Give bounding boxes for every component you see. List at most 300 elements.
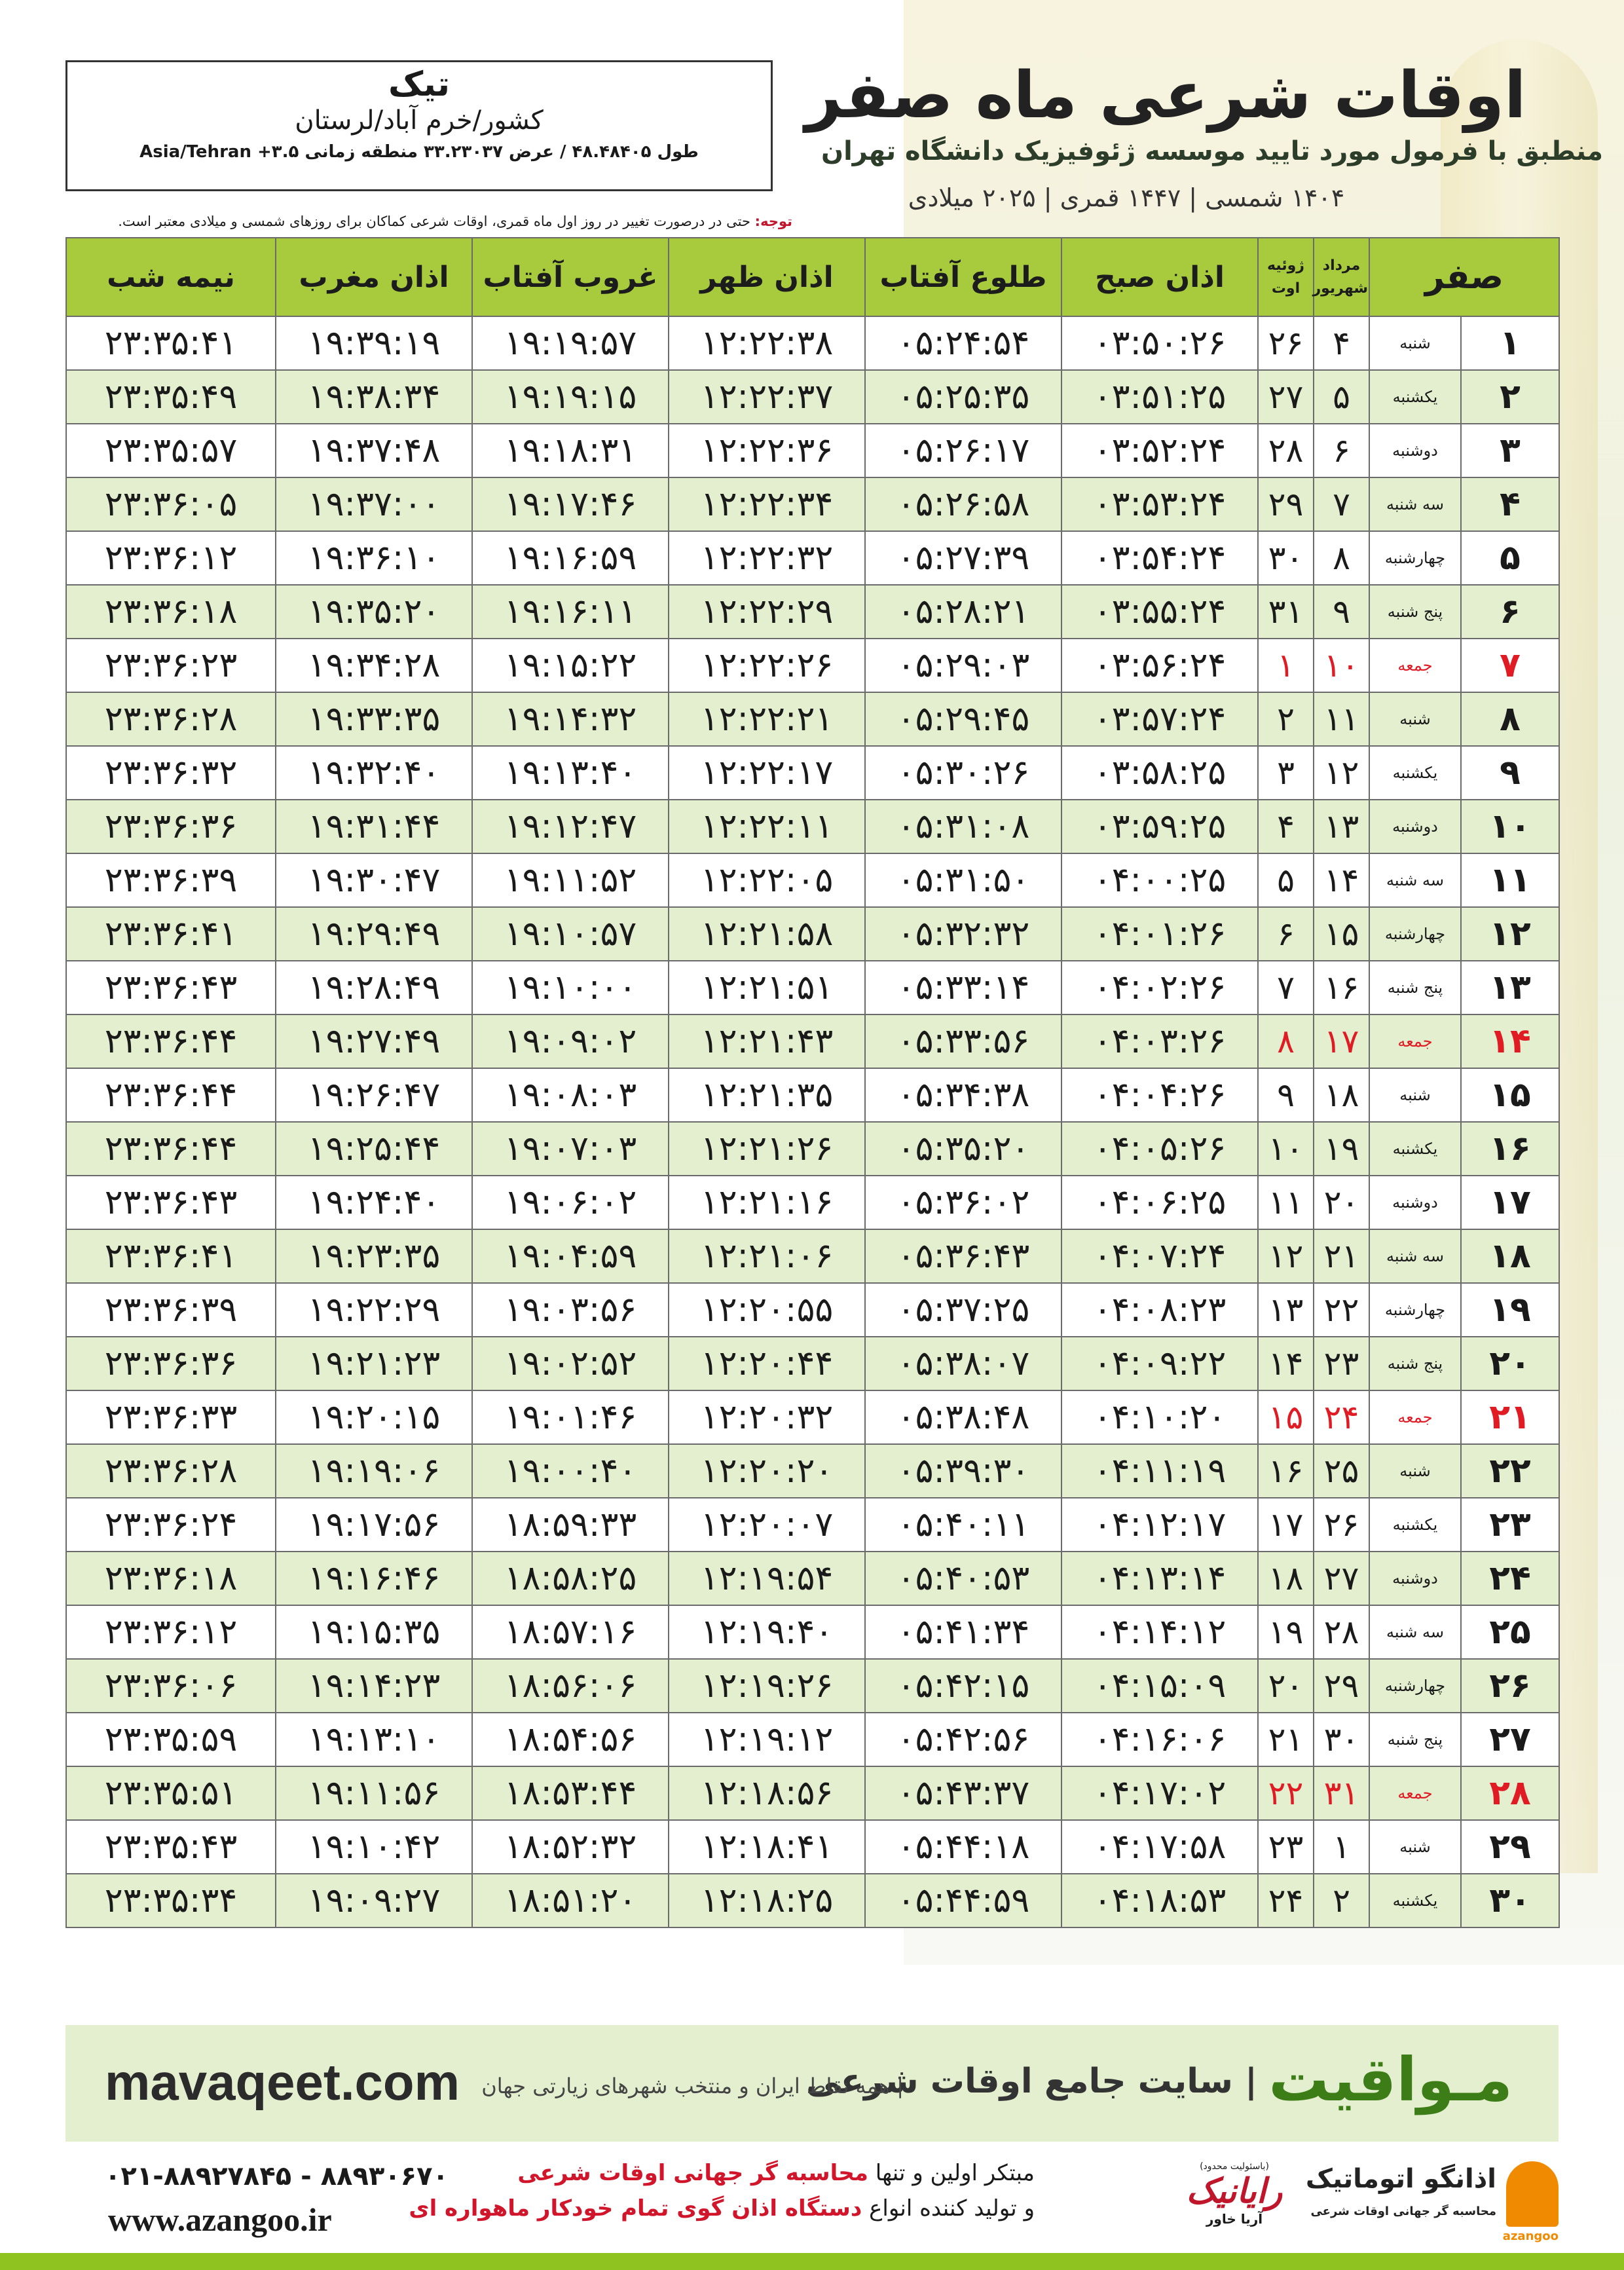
table-header-row — [66, 238, 1559, 316]
row-shamsi-date: ۲ — [1314, 1874, 1369, 1927]
row-weekday: پنج شنبه — [1369, 961, 1461, 1014]
row-midnight: ۲۳:۳۶:۳۶ — [66, 1337, 276, 1390]
row-sunset: ۱۹:۰۹:۰۲ — [472, 1014, 669, 1068]
row-fajr: ۰۳:۵۴:۲۴ — [1061, 531, 1258, 585]
row-sunset: ۱۹:۱۶:۵۹ — [472, 531, 669, 585]
header-miladi — [1258, 238, 1314, 316]
row-maghrib: ۱۹:۰۹:۲۷ — [276, 1874, 472, 1927]
row-weekday: پنج شنبه — [1369, 1713, 1461, 1766]
row-midnight: ۲۳:۳۶:۲۴ — [66, 1498, 276, 1552]
row-weekday: سه شنبه — [1369, 1605, 1461, 1659]
row-dhuhr: ۱۲:۲۲:۲۱ — [669, 692, 865, 746]
row-dhuhr: ۱۲:۲۲:۳۴ — [669, 477, 865, 531]
row-midnight: ۲۳:۳۶:۰۶ — [66, 1659, 276, 1713]
row-midnight: ۲۳:۳۶:۱۸ — [66, 585, 276, 639]
row-midnight: ۲۳:۳۵:۵۱ — [66, 1766, 276, 1820]
row-miladi-date: ۲۷ — [1258, 370, 1314, 424]
row-maghrib: ۱۹:۱۹:۰۶ — [276, 1444, 472, 1498]
row-day: ۱۸ — [1461, 1229, 1559, 1283]
row-day: ۴ — [1461, 477, 1559, 531]
row-miladi-date: ۳ — [1258, 746, 1314, 800]
minaret-icon — [1506, 2161, 1559, 2227]
site-label: | سایت جامع اوقات شرعی — [806, 2062, 1257, 2101]
row-sunset: ۱۹:۱۶:۱۱ — [472, 585, 669, 639]
row-day: ۸ — [1461, 692, 1559, 746]
table-row — [66, 1014, 1559, 1068]
row-maghrib: ۱۹:۲۹:۴۹ — [276, 907, 472, 961]
table-row — [66, 1498, 1559, 1552]
promo-line-2 — [409, 2195, 1035, 2222]
row-day: ۱۱ — [1461, 853, 1559, 907]
table-row — [66, 1337, 1559, 1390]
row-miladi-date: ۱۱ — [1258, 1176, 1314, 1229]
row-day: ۷ — [1461, 639, 1559, 692]
row-fajr: ۰۴:۱۶:۰۶ — [1061, 1713, 1258, 1766]
row-sunrise: ۰۵:۲۸:۲۱ — [865, 585, 1061, 639]
row-miladi-date: ۲۰ — [1258, 1659, 1314, 1713]
row-sunset: ۱۸:۵۷:۱۶ — [472, 1605, 669, 1659]
row-day: ۲۵ — [1461, 1605, 1559, 1659]
row-midnight: ۲۳:۳۵:۴۱ — [66, 316, 276, 370]
row-miladi-date: ۱۷ — [1258, 1498, 1314, 1552]
row-shamsi-date: ۱۲ — [1314, 746, 1369, 800]
table-row — [66, 1122, 1559, 1176]
table-row — [66, 692, 1559, 746]
row-day: ۲۲ — [1461, 1444, 1559, 1498]
page-title: اوقات شرعی ماه صفر — [805, 58, 1526, 133]
bottom-accent-bar — [0, 2253, 1624, 2270]
table-body — [66, 316, 1559, 1927]
row-dhuhr: ۱۲:۲۲:۳۸ — [669, 316, 865, 370]
row-miladi-date: ۲۸ — [1258, 424, 1314, 477]
row-day: ۲۹ — [1461, 1820, 1559, 1874]
row-dhuhr: ۱۲:۱۸:۴۱ — [669, 1820, 865, 1874]
row-shamsi-date: ۲۶ — [1314, 1498, 1369, 1552]
row-dhuhr: ۱۲:۲۰:۲۰ — [669, 1444, 865, 1498]
row-shamsi-date: ۹ — [1314, 585, 1369, 639]
mavaqeet-url[interactable]: mavaqeet.com — [105, 2053, 460, 2111]
row-weekday: چهارشنبه — [1369, 531, 1461, 585]
row-weekday: جمعه — [1369, 639, 1461, 692]
row-shamsi-date: ۱۰ — [1314, 639, 1369, 692]
row-miladi-date: ۲۳ — [1258, 1820, 1314, 1874]
row-day: ۵ — [1461, 531, 1559, 585]
row-maghrib: ۱۹:۲۷:۴۹ — [276, 1014, 472, 1068]
row-weekday: سه شنبه — [1369, 477, 1461, 531]
row-day: ۲۸ — [1461, 1766, 1559, 1820]
row-maghrib: ۱۹:۲۲:۲۹ — [276, 1283, 472, 1337]
row-dhuhr: ۱۲:۱۹:۵۴ — [669, 1552, 865, 1605]
azangoo-url[interactable]: www.azangoo.ir — [108, 2201, 332, 2238]
row-shamsi-date: ۵ — [1314, 370, 1369, 424]
row-midnight: ۲۳:۳۶:۰۵ — [66, 477, 276, 531]
header-safar: صفر — [1369, 238, 1559, 316]
row-sunrise: ۰۵:۳۳:۱۴ — [865, 961, 1061, 1014]
row-shamsi-date: ۱۶ — [1314, 961, 1369, 1014]
header-shamsi-1: مرداد — [1322, 257, 1361, 274]
row-sunrise: ۰۵:۳۹:۳۰ — [865, 1444, 1061, 1498]
row-sunset: ۱۹:۱۳:۴۰ — [472, 746, 669, 800]
row-day: ۱۹ — [1461, 1283, 1559, 1337]
table-row — [66, 1766, 1559, 1820]
row-midnight: ۲۳:۳۶:۴۱ — [66, 1229, 276, 1283]
row-sunrise: ۰۵:۴۴:۱۸ — [865, 1820, 1061, 1874]
row-shamsi-date: ۷ — [1314, 477, 1369, 531]
row-midnight: ۲۳:۳۶:۲۳ — [66, 639, 276, 692]
table-row — [66, 1659, 1559, 1713]
row-shamsi-date: ۱۱ — [1314, 692, 1369, 746]
row-miladi-date: ۱۲ — [1258, 1229, 1314, 1283]
row-fajr: ۰۳:۵۷:۲۴ — [1061, 692, 1258, 746]
row-miladi-date: ۱۸ — [1258, 1552, 1314, 1605]
row-miladi-date: ۱۰ — [1258, 1122, 1314, 1176]
row-midnight: ۲۳:۳۵:۴۳ — [66, 1820, 276, 1874]
row-dhuhr: ۱۲:۲۰:۴۴ — [669, 1337, 865, 1390]
row-sunrise: ۰۵:۴۴:۵۹ — [865, 1874, 1061, 1927]
row-shamsi-date: ۲۳ — [1314, 1337, 1369, 1390]
row-day: ۱۷ — [1461, 1176, 1559, 1229]
row-dhuhr: ۱۲:۱۸:۲۵ — [669, 1874, 865, 1927]
row-sunset: ۱۸:۵۸:۲۵ — [472, 1552, 669, 1605]
row-sunset: ۱۹:۰۲:۵۲ — [472, 1337, 669, 1390]
row-dhuhr: ۱۲:۲۲:۰۵ — [669, 853, 865, 907]
row-sunset: ۱۹:۱۲:۴۷ — [472, 800, 669, 853]
row-fajr: ۰۴:۰۷:۲۴ — [1061, 1229, 1258, 1283]
table-row — [66, 1820, 1559, 1874]
row-sunrise: ۰۵:۳۳:۵۶ — [865, 1014, 1061, 1068]
row-sunset: ۱۹:۱۴:۳۲ — [472, 692, 669, 746]
row-midnight: ۲۳:۳۶:۲۸ — [66, 692, 276, 746]
header-sunset: غروب آفتاب — [472, 238, 669, 316]
row-maghrib: ۱۹:۳۴:۲۸ — [276, 639, 472, 692]
row-fajr: ۰۴:۰۹:۲۲ — [1061, 1337, 1258, 1390]
calendar-years: ۱۴۰۴ شمسی | ۱۴۴۷ قمری | ۲۰۲۵ میلادی — [908, 183, 1345, 212]
table-row — [66, 853, 1559, 907]
row-miladi-date: ۴ — [1258, 800, 1314, 853]
row-weekday: چهارشنبه — [1369, 907, 1461, 961]
row-maghrib: ۱۹:۳۹:۱۹ — [276, 316, 472, 370]
row-fajr: ۰۴:۱۳:۱۴ — [1061, 1552, 1258, 1605]
row-sunrise: ۰۵:۴۲:۱۵ — [865, 1659, 1061, 1713]
row-dhuhr: ۱۲:۲۱:۵۸ — [669, 907, 865, 961]
row-fajr: ۰۳:۵۲:۲۴ — [1061, 424, 1258, 477]
notice — [65, 214, 792, 229]
row-sunrise: ۰۵:۳۸:۰۷ — [865, 1337, 1061, 1390]
row-weekday: شنبه — [1369, 1068, 1461, 1122]
row-maghrib: ۱۹:۱۴:۲۳ — [276, 1659, 472, 1713]
row-shamsi-date: ۱۹ — [1314, 1122, 1369, 1176]
row-weekday: یکشنبه — [1369, 1498, 1461, 1552]
row-sunset: ۱۸:۵۳:۴۴ — [472, 1766, 669, 1820]
table-row — [66, 907, 1559, 961]
row-weekday: یکشنبه — [1369, 1122, 1461, 1176]
row-miladi-date: ۹ — [1258, 1068, 1314, 1122]
row-sunset: ۱۹:۱۷:۴۶ — [472, 477, 669, 531]
row-sunset: ۱۸:۵۲:۳۲ — [472, 1820, 669, 1874]
row-weekday: جمعه — [1369, 1390, 1461, 1444]
table-row — [66, 1874, 1559, 1927]
row-midnight: ۲۳:۳۶:۴۳ — [66, 961, 276, 1014]
row-sunrise: ۰۵:۴۲:۵۶ — [865, 1713, 1061, 1766]
row-dhuhr: ۱۲:۲۱:۲۶ — [669, 1122, 865, 1176]
row-fajr: ۰۳:۵۶:۲۴ — [1061, 639, 1258, 692]
row-sunrise: ۰۵:۳۶:۴۳ — [865, 1229, 1061, 1283]
row-sunset: ۱۸:۵۱:۲۰ — [472, 1874, 669, 1927]
row-weekday: چهارشنبه — [1369, 1659, 1461, 1713]
row-miladi-date: ۲۶ — [1258, 316, 1314, 370]
row-sunset: ۱۹:۱۹:۵۷ — [472, 316, 669, 370]
row-fajr: ۰۴:۱۵:۰۹ — [1061, 1659, 1258, 1713]
row-sunrise: ۰۵:۴۱:۳۴ — [865, 1605, 1061, 1659]
row-maghrib: ۱۹:۱۱:۵۶ — [276, 1766, 472, 1820]
table-row — [66, 585, 1559, 639]
azangoo-latin: azangoo — [1502, 2229, 1559, 2243]
row-midnight: ۲۳:۳۶:۳۹ — [66, 1283, 276, 1337]
table-row — [66, 1283, 1559, 1337]
location-city: تیک — [388, 65, 450, 104]
row-maghrib: ۱۹:۳۲:۴۰ — [276, 746, 472, 800]
row-dhuhr: ۱۲:۲۰:۰۷ — [669, 1498, 865, 1552]
row-weekday: سه شنبه — [1369, 853, 1461, 907]
row-miladi-date: ۱۶ — [1258, 1444, 1314, 1498]
row-day: ۲۷ — [1461, 1713, 1559, 1766]
row-weekday: شنبه — [1369, 1444, 1461, 1498]
row-day: ۶ — [1461, 585, 1559, 639]
row-sunrise: ۰۵:۲۶:۵۸ — [865, 477, 1061, 531]
table-row — [66, 1390, 1559, 1444]
row-miladi-date: ۲۹ — [1258, 477, 1314, 531]
table-row — [66, 1176, 1559, 1229]
row-day: ۱۵ — [1461, 1068, 1559, 1122]
row-dhuhr: ۱۲:۲۱:۴۳ — [669, 1014, 865, 1068]
row-weekday: شنبه — [1369, 692, 1461, 746]
site-description: | همه نقاط ایران و منتخب شهرهای زیارتی جهان — [481, 2074, 904, 2098]
row-shamsi-date: ۶ — [1314, 424, 1369, 477]
row-fajr: ۰۳:۵۳:۲۴ — [1061, 477, 1258, 531]
row-dhuhr: ۱۲:۲۱:۳۵ — [669, 1068, 865, 1122]
row-dhuhr: ۱۲:۱۹:۲۶ — [669, 1659, 865, 1713]
row-dhuhr: ۱۲:۲۲:۳۶ — [669, 424, 865, 477]
row-sunset: ۱۹:۰۷:۰۳ — [472, 1122, 669, 1176]
row-midnight: ۲۳:۳۶:۱۲ — [66, 1605, 276, 1659]
table-row — [66, 1229, 1559, 1283]
rayanik-sub: آریا خاور — [1206, 2211, 1263, 2227]
row-shamsi-date: ۲۴ — [1314, 1390, 1369, 1444]
row-day: ۲۳ — [1461, 1498, 1559, 1552]
row-miladi-date: ۲۱ — [1258, 1713, 1314, 1766]
row-weekday: یکشنبه — [1369, 370, 1461, 424]
row-midnight: ۲۳:۳۶:۴۱ — [66, 907, 276, 961]
header-shamsi — [1314, 238, 1369, 316]
header-midnight: نیمه شب — [66, 238, 276, 316]
row-sunset: ۱۹:۱۰:۵۷ — [472, 907, 669, 961]
row-weekday: سه شنبه — [1369, 1229, 1461, 1283]
row-dhuhr: ۱۲:۲۲:۳۲ — [669, 531, 865, 585]
row-shamsi-date: ۲۰ — [1314, 1176, 1369, 1229]
rayanik-note: (باسئولیت محدود) — [1200, 2161, 1269, 2172]
row-maghrib: ۱۹:۳۵:۲۰ — [276, 585, 472, 639]
azangoo-name: اذانگو اتوماتیک — [1305, 2164, 1496, 2194]
row-sunrise: ۰۵:۳۵:۲۰ — [865, 1122, 1061, 1176]
row-weekday: دوشنبه — [1369, 1552, 1461, 1605]
row-sunrise: ۰۵:۲۴:۵۴ — [865, 316, 1061, 370]
location-path: کشور/خرم آباد/لرستان — [295, 105, 544, 136]
row-midnight: ۲۳:۳۶:۴۴ — [66, 1122, 276, 1176]
row-dhuhr: ۱۲:۲۱:۵۱ — [669, 961, 865, 1014]
row-shamsi-date: ۸ — [1314, 531, 1369, 585]
location-box — [65, 60, 773, 191]
row-shamsi-date: ۲۲ — [1314, 1283, 1369, 1337]
row-dhuhr: ۱۲:۲۲:۱۱ — [669, 800, 865, 853]
row-dhuhr: ۱۲:۱۹:۴۰ — [669, 1605, 865, 1659]
row-day: ۲۱ — [1461, 1390, 1559, 1444]
row-dhuhr: ۱۲:۲۲:۱۷ — [669, 746, 865, 800]
header-fajr: اذان صبح — [1061, 238, 1258, 316]
table-row — [66, 477, 1559, 531]
table-row — [66, 639, 1559, 692]
row-fajr: ۰۴:۰۴:۲۶ — [1061, 1068, 1258, 1122]
row-dhuhr: ۱۲:۲۲:۲۶ — [669, 639, 865, 692]
page-subtitle: منطبق با فرمول مورد تایید موسسه ژئوفیزیک دانشگاه تهران — [821, 136, 1603, 166]
location-coords: طول ۴۸.۴۸۴۰۵ / عرض ۳۳.۲۳۰۳۷ منطقه زمانی ۳.۵+ Asia/Tehran — [139, 142, 699, 162]
phone-numbers: ۰۲۱-۸۸۹۲۷۸۴۵ - ۸۸۹۳۰۶۷۰ — [105, 2161, 449, 2191]
row-miladi-date: ۲۲ — [1258, 1766, 1314, 1820]
row-maghrib: ۱۹:۱۰:۴۲ — [276, 1820, 472, 1874]
row-maghrib: ۱۹:۲۶:۴۷ — [276, 1068, 472, 1122]
row-miladi-date: ۱۵ — [1258, 1390, 1314, 1444]
row-sunrise: ۰۵:۳۶:۰۲ — [865, 1176, 1061, 1229]
row-fajr: ۰۴:۱۸:۵۳ — [1061, 1874, 1258, 1927]
row-weekday: دوشنبه — [1369, 424, 1461, 477]
row-fajr: ۰۴:۱۰:۲۰ — [1061, 1390, 1258, 1444]
table-row — [66, 1605, 1559, 1659]
row-shamsi-date: ۲۹ — [1314, 1659, 1369, 1713]
row-day: ۱۳ — [1461, 961, 1559, 1014]
row-sunrise: ۰۵:۲۹:۴۵ — [865, 692, 1061, 746]
row-maghrib: ۱۹:۱۶:۴۶ — [276, 1552, 472, 1605]
row-miladi-date: ۶ — [1258, 907, 1314, 961]
row-sunrise: ۰۵:۳۱:۵۰ — [865, 853, 1061, 907]
row-fajr: ۰۴:۱۱:۱۹ — [1061, 1444, 1258, 1498]
header-dhuhr: اذان ظهر — [669, 238, 865, 316]
row-sunset: ۱۹:۱۹:۱۵ — [472, 370, 669, 424]
row-shamsi-date: ۳۱ — [1314, 1766, 1369, 1820]
header-shamsi-2: شهریور — [1312, 280, 1368, 297]
row-maghrib: ۱۹:۳۸:۳۴ — [276, 370, 472, 424]
row-miladi-date: ۱ — [1258, 639, 1314, 692]
row-maghrib: ۱۹:۳۶:۱۰ — [276, 531, 472, 585]
row-maghrib: ۱۹:۲۴:۴۰ — [276, 1176, 472, 1229]
azangoo-logo — [1305, 2161, 1559, 2243]
row-shamsi-date: ۱۵ — [1314, 907, 1369, 961]
row-shamsi-date: ۲۸ — [1314, 1605, 1369, 1659]
table-row — [66, 424, 1559, 477]
row-shamsi-date: ۲۷ — [1314, 1552, 1369, 1605]
row-fajr: ۰۴:۱۴:۱۲ — [1061, 1605, 1258, 1659]
row-midnight: ۲۳:۳۶:۱۸ — [66, 1552, 276, 1605]
row-sunrise: ۰۵:۳۸:۴۸ — [865, 1390, 1061, 1444]
row-maghrib: ۱۹:۲۵:۴۴ — [276, 1122, 472, 1176]
row-fajr: ۰۴:۰۸:۲۳ — [1061, 1283, 1258, 1337]
row-day: ۱۶ — [1461, 1122, 1559, 1176]
row-sunrise: ۰۵:۳۷:۲۵ — [865, 1283, 1061, 1337]
table-row — [66, 746, 1559, 800]
table-row — [66, 961, 1559, 1014]
row-weekday: یکشنبه — [1369, 746, 1461, 800]
row-sunset: ۱۹:۱۸:۳۱ — [472, 424, 669, 477]
row-weekday: شنبه — [1369, 1820, 1461, 1874]
row-sunrise: ۰۵:۲۵:۳۵ — [865, 370, 1061, 424]
row-maghrib: ۱۹:۳۷:۰۰ — [276, 477, 472, 531]
row-shamsi-date: ۴ — [1314, 316, 1369, 370]
row-shamsi-date: ۱ — [1314, 1820, 1369, 1874]
row-miladi-date: ۳۱ — [1258, 585, 1314, 639]
row-midnight: ۲۳:۳۶:۳۳ — [66, 1390, 276, 1444]
row-sunrise: ۰۵:۳۰:۲۶ — [865, 746, 1061, 800]
table-row — [66, 800, 1559, 853]
notice-label: توجه: — [754, 214, 792, 229]
row-sunrise: ۰۵:۴۰:۵۳ — [865, 1552, 1061, 1605]
mavaqeet-logo-text: مـواقیت — [1268, 2045, 1513, 2115]
row-midnight: ۲۳:۳۶:۴۴ — [66, 1068, 276, 1122]
notice-text: حتی در درصورت تغییر در روز اول ماه قمری، اوقات شرعی کماکان برای روزهای شمسی و میلادی معتبر است. — [118, 214, 755, 229]
promo-1-text: مبتکر اولین و تنها — [868, 2160, 1035, 2186]
row-day: ۹ — [1461, 746, 1559, 800]
row-sunrise: ۰۵:۴۰:۱۱ — [865, 1498, 1061, 1552]
row-weekday: چهارشنبه — [1369, 1283, 1461, 1337]
row-sunrise: ۰۵:۲۷:۳۹ — [865, 531, 1061, 585]
row-shamsi-date: ۱۳ — [1314, 800, 1369, 853]
row-midnight: ۲۳:۳۶:۳۹ — [66, 853, 276, 907]
table-row — [66, 1713, 1559, 1766]
rayanik-name: رایانیک — [1186, 2172, 1283, 2211]
row-weekday: یکشنبه — [1369, 1874, 1461, 1927]
row-midnight: ۲۳:۳۵:۳۴ — [66, 1874, 276, 1927]
row-dhuhr: ۱۲:۲۲:۲۹ — [669, 585, 865, 639]
row-sunset: ۱۸:۵۹:۳۳ — [472, 1498, 669, 1552]
row-shamsi-date: ۳۰ — [1314, 1713, 1369, 1766]
row-fajr: ۰۳:۵۵:۲۴ — [1061, 585, 1258, 639]
row-fajr: ۰۳:۵۰:۲۶ — [1061, 316, 1258, 370]
row-dhuhr: ۱۲:۲۱:۱۶ — [669, 1176, 865, 1229]
row-sunset: ۱۹:۰۴:۵۹ — [472, 1229, 669, 1283]
table-row — [66, 531, 1559, 585]
row-sunset: ۱۹:۰۶:۰۲ — [472, 1176, 669, 1229]
row-shamsi-date: ۲۱ — [1314, 1229, 1369, 1283]
table-row — [66, 1068, 1559, 1122]
row-sunset: ۱۹:۰۰:۴۰ — [472, 1444, 669, 1498]
row-dhuhr: ۱۲:۱۸:۵۶ — [669, 1766, 865, 1820]
row-weekday: شنبه — [1369, 316, 1461, 370]
table-row — [66, 316, 1559, 370]
row-fajr: ۰۴:۰۰:۲۵ — [1061, 853, 1258, 907]
row-dhuhr: ۱۲:۲۲:۳۷ — [669, 370, 865, 424]
row-dhuhr: ۱۲:۱۹:۱۲ — [669, 1713, 865, 1766]
row-midnight: ۲۳:۳۶:۲۸ — [66, 1444, 276, 1498]
row-midnight: ۲۳:۳۵:۴۹ — [66, 370, 276, 424]
row-shamsi-date: ۲۵ — [1314, 1444, 1369, 1498]
row-weekday: جمعه — [1369, 1766, 1461, 1820]
row-weekday: پنج شنبه — [1369, 585, 1461, 639]
row-midnight: ۲۳:۳۶:۱۲ — [66, 531, 276, 585]
row-midnight: ۲۳:۳۶:۴۴ — [66, 1014, 276, 1068]
row-sunset: ۱۹:۱۱:۵۲ — [472, 853, 669, 907]
row-sunset: ۱۸:۵۴:۵۶ — [472, 1713, 669, 1766]
row-sunset: ۱۹:۱۵:۲۲ — [472, 639, 669, 692]
prayer-times-table — [65, 237, 1560, 1928]
row-miladi-date: ۳۰ — [1258, 531, 1314, 585]
row-fajr: ۰۳:۵۸:۲۵ — [1061, 746, 1258, 800]
